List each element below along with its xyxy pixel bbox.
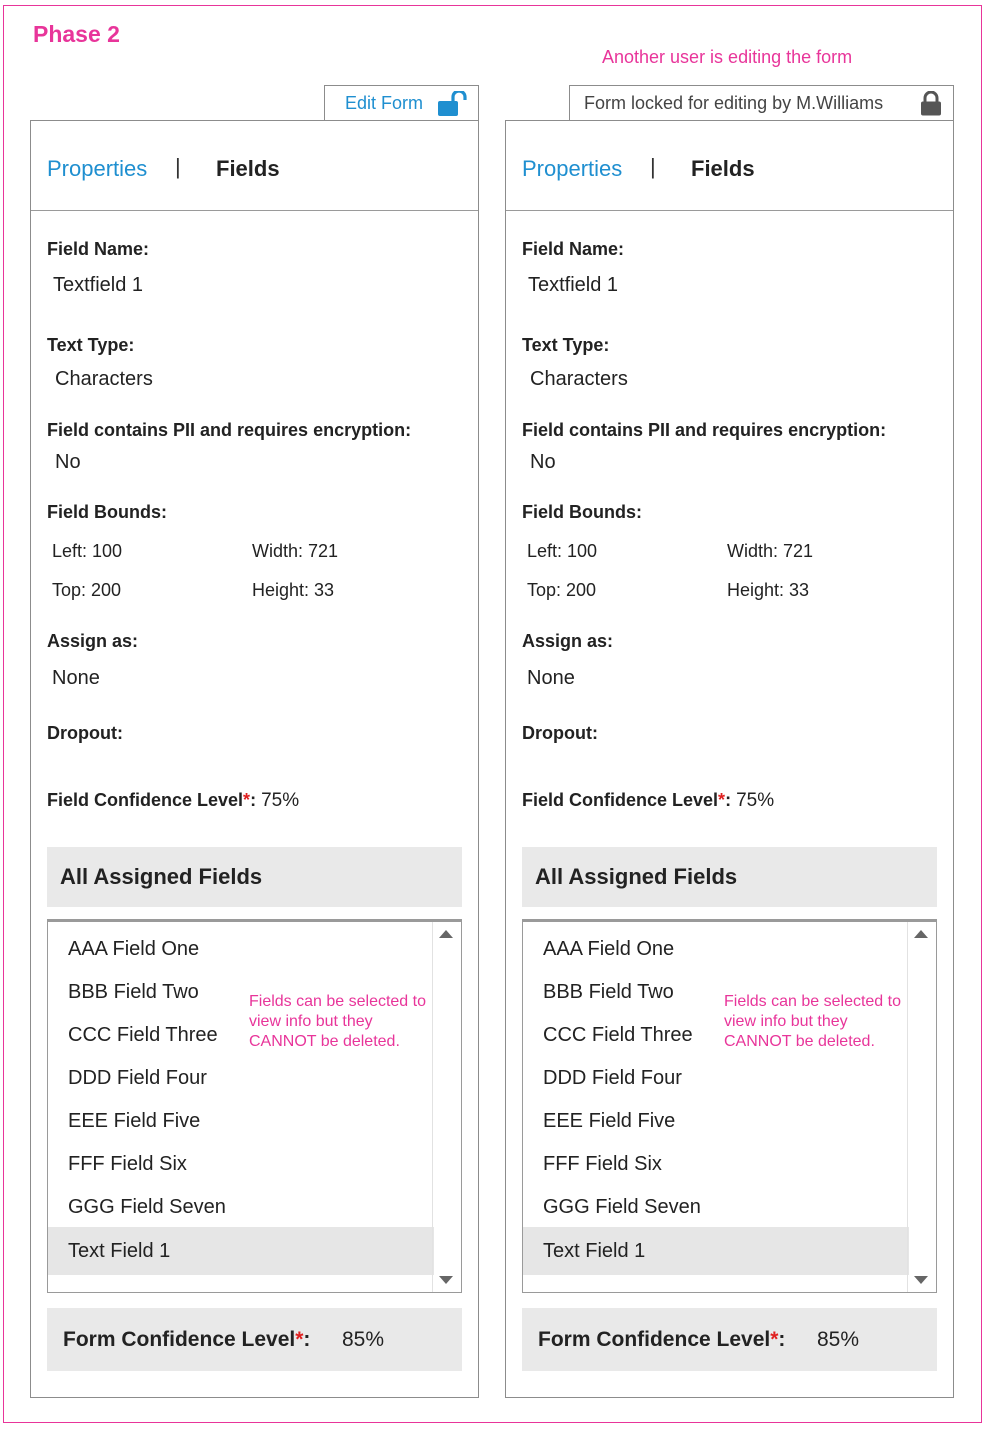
label-colon: :: [725, 790, 732, 810]
all-assigned-fields-header: [522, 847, 937, 907]
list-item[interactable]: CCC Field Three: [68, 1024, 218, 1046]
bounds-left: Left: 100: [527, 541, 598, 561]
list-scrollbar[interactable]: [907, 922, 936, 1292]
field-confidence-label-text: Field Confidence Level: [47, 790, 244, 810]
form-confidence-bar: [522, 1308, 937, 1371]
field-bounds-label: Field Bounds:: [47, 502, 167, 522]
form-confidence-value: 85%: [817, 1328, 860, 1351]
field-bounds-label: Field Bounds:: [522, 502, 642, 522]
pii-label: Field contains PII and requires encryption:: [522, 420, 887, 440]
list-item[interactable]: FFF Field Six: [68, 1153, 187, 1175]
list-item[interactable]: AAA Field One: [68, 938, 200, 960]
label-colon: :: [250, 790, 257, 810]
field-confidence-label-text: Field Confidence Level: [522, 790, 719, 810]
form-confidence-bar: [47, 1308, 462, 1371]
tab-fields[interactable]: Fields: [691, 156, 755, 181]
assign-as-value: None: [52, 667, 100, 689]
assigned-fields-list[interactable]: [522, 919, 937, 1293]
form-locked-label: Form locked for editing by M.Williams: [584, 93, 884, 113]
list-item[interactable]: DDD Field Four: [543, 1067, 682, 1089]
panel-tabs: [31, 121, 478, 211]
list-item[interactable]: CCC Field Three: [543, 1024, 693, 1046]
all-assigned-fields-header: [47, 847, 462, 907]
dropout-label: Dropout:: [522, 723, 598, 743]
list-item-selected[interactable]: Text Field 1: [48, 1227, 434, 1275]
pii-value: No: [55, 451, 81, 473]
field-name-label: Field Name:: [47, 239, 150, 259]
required-asterisk: *: [243, 790, 251, 810]
list-item[interactable]: AAA Field One: [543, 938, 675, 960]
field-confidence-value: 75%: [736, 790, 775, 811]
pii-label: Field contains PII and requires encryption:: [47, 420, 412, 440]
form-confidence-label-text: Form Confidence Level: [538, 1328, 771, 1351]
assign-as-value: None: [527, 667, 575, 689]
label-colon: :: [303, 1328, 311, 1351]
bounds-height: Height: 33: [252, 580, 335, 600]
list-annotation: Fields can be selected to view info but they CANNOT be deleted.: [249, 993, 426, 1050]
text-type-label: Text Type:: [47, 335, 135, 355]
list-item[interactable]: EEE Field Five: [68, 1110, 201, 1132]
phase-title: Phase 2: [33, 21, 120, 47]
field-properties-panel-editable: [30, 120, 479, 1398]
annotation-another-user: Another user is editing the form: [602, 47, 853, 67]
scroll-up-arrow-icon[interactable]: [439, 930, 453, 938]
field-name-value: Textfield 1: [528, 274, 619, 296]
locked-padlock-icon: [919, 91, 943, 117]
scroll-down-arrow-icon[interactable]: [439, 1276, 453, 1284]
bounds-top: Top: 200: [527, 580, 597, 600]
assigned-fields-list[interactable]: [47, 919, 462, 1293]
form-confidence-label: [63, 1328, 310, 1352]
dropout-label: Dropout:: [47, 723, 123, 743]
unlocked-padlock-icon: [436, 91, 468, 117]
form-confidence-label: [538, 1328, 785, 1352]
label-colon: :: [778, 1328, 786, 1351]
all-assigned-fields-title: All Assigned Fields: [60, 864, 263, 889]
scroll-down-arrow-icon[interactable]: [914, 1276, 928, 1284]
field-name-value: Textfield 1: [53, 274, 144, 296]
list-item[interactable]: BBB Field Two: [543, 981, 674, 1003]
bounds-width: Width: 721: [727, 541, 814, 561]
list-annotation: Fields can be selected to view info but they CANNOT be deleted.: [724, 993, 901, 1050]
list-item[interactable]: FFF Field Six: [543, 1153, 662, 1175]
tab-properties[interactable]: Properties: [47, 156, 148, 181]
field-confidence-label: [522, 790, 774, 812]
required-asterisk: *: [718, 790, 726, 810]
required-asterisk: *: [770, 1328, 779, 1351]
list-item[interactable]: BBB Field Two: [68, 981, 199, 1003]
field-name-label: Field Name:: [522, 239, 625, 259]
list-item-selected[interactable]: Text Field 1: [523, 1227, 909, 1275]
bounds-width: Width: 721: [252, 541, 339, 561]
list-item[interactable]: DDD Field Four: [68, 1067, 207, 1089]
text-type-label: Text Type:: [522, 335, 610, 355]
text-type-value: Characters: [55, 368, 153, 390]
scroll-up-arrow-icon[interactable]: [914, 930, 928, 938]
field-confidence-label: [47, 790, 299, 812]
assign-as-label: Assign as:: [47, 631, 139, 651]
list-scrollbar[interactable]: [432, 922, 461, 1292]
edit-form-button[interactable]: [324, 85, 479, 121]
form-confidence-value: 85%: [342, 1328, 385, 1351]
text-type-value: Characters: [530, 368, 628, 390]
field-properties-panel-locked: [505, 120, 954, 1398]
bounds-left: Left: 100: [52, 541, 123, 561]
list-item[interactable]: EEE Field Five: [543, 1110, 676, 1132]
pii-value: No: [530, 451, 556, 473]
panel-tabs: [506, 121, 953, 211]
tab-fields[interactable]: Fields: [216, 156, 280, 181]
required-asterisk: *: [295, 1328, 304, 1351]
all-assigned-fields-title: All Assigned Fields: [535, 864, 738, 889]
bounds-height: Height: 33: [727, 580, 810, 600]
assign-as-label: Assign as:: [522, 631, 614, 651]
bounds-top: Top: 200: [52, 580, 122, 600]
edit-form-label: Edit Form: [345, 93, 424, 113]
form-confidence-label-text: Form Confidence Level: [63, 1328, 296, 1351]
form-locked-indicator: [569, 85, 954, 121]
tab-separator: |: [175, 154, 181, 179]
tab-properties[interactable]: Properties: [522, 156, 623, 181]
list-item[interactable]: GGG Field Seven: [543, 1196, 701, 1218]
field-confidence-value: 75%: [261, 790, 300, 811]
list-item[interactable]: GGG Field Seven: [68, 1196, 226, 1218]
tab-separator: |: [650, 154, 656, 179]
